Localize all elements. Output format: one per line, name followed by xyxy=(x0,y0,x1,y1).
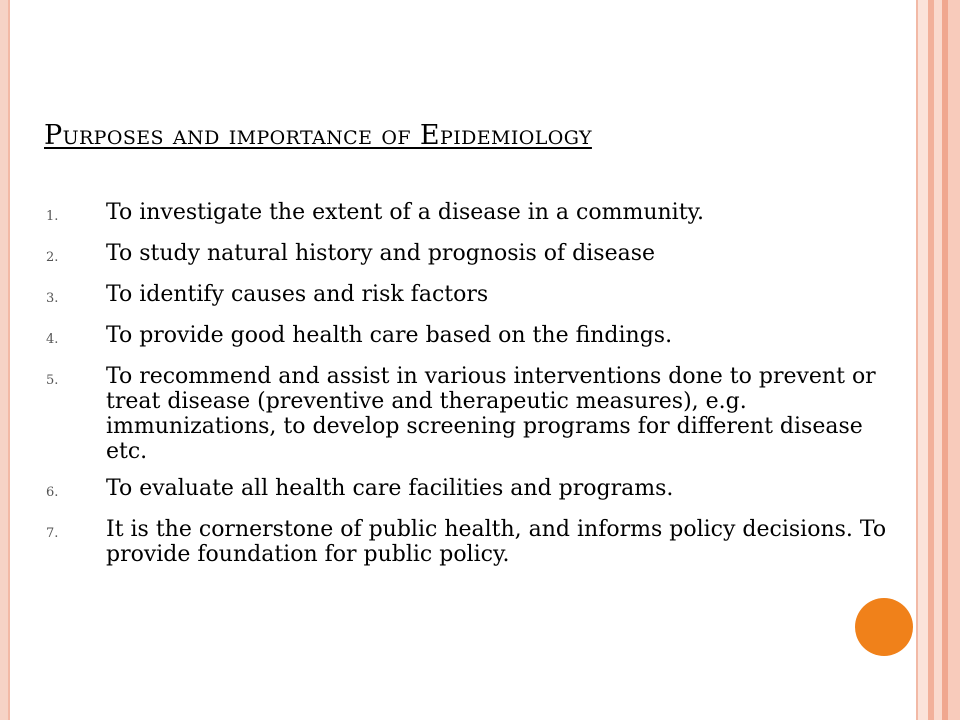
accent-circle-icon xyxy=(855,598,913,656)
numbered-list xyxy=(46,200,906,579)
list-item xyxy=(46,200,906,229)
list-text: It is the cornerstone of public health, and informs policy decisions. To provide foundation for public policy. xyxy=(106,517,887,567)
list-text: To evaluate all health care facilities and programs. xyxy=(106,476,674,501)
list-item xyxy=(46,476,906,505)
list-text: To recommend and assist in various interventions done to prevent or treat disease (preventive and therapeutic measures), e.g. immunizations, to develop screening programs for different disease etc. xyxy=(106,364,876,464)
decorative-stripe xyxy=(948,0,960,720)
list-item xyxy=(46,517,906,567)
list-item xyxy=(46,323,906,352)
list-text: To study natural history and prognosis of disease xyxy=(106,241,656,266)
list-item xyxy=(46,364,906,464)
decorative-stripe xyxy=(918,0,928,720)
list-number: 1. xyxy=(46,209,59,224)
list-item xyxy=(46,241,906,270)
list-number: 2. xyxy=(46,250,59,265)
list-item xyxy=(46,282,906,311)
list-number: 4. xyxy=(46,332,59,347)
list-text: To identify causes and risk factors xyxy=(106,282,489,307)
list-text: To provide good health care based on the findings. xyxy=(106,323,673,348)
list-number: 3. xyxy=(46,291,59,306)
list-number: 5. xyxy=(46,373,59,388)
list-text: To investigate the extent of a disease in a community. xyxy=(106,200,705,225)
slide-title: Purposes and importance of Epidemiology xyxy=(44,120,592,151)
list-number: 6. xyxy=(46,485,59,500)
list-number: 7. xyxy=(46,526,59,541)
decorative-stripe xyxy=(934,0,942,720)
